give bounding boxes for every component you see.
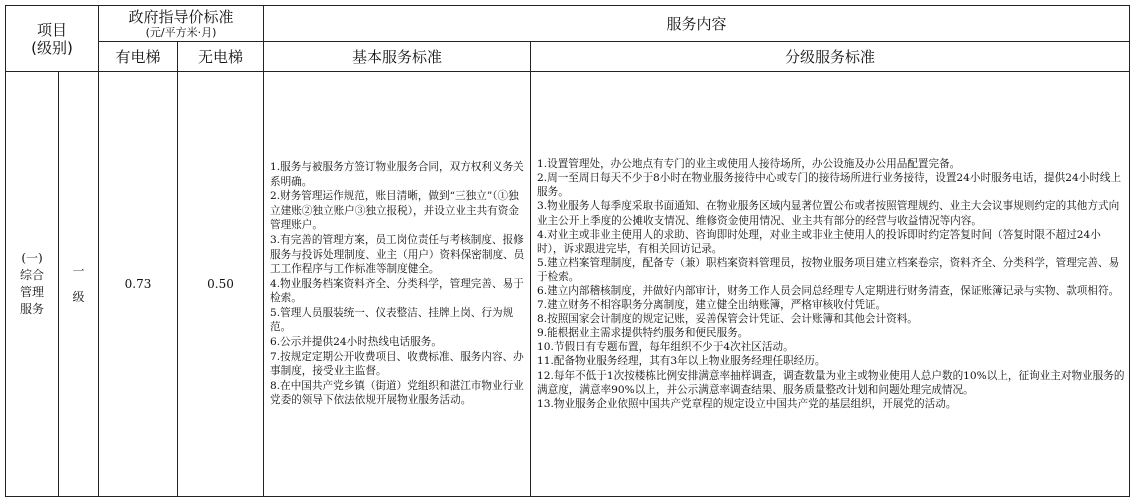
basic-item: 5.管理人员服装统一、仪表整洁、挂牌上岗、行为规范。 [270,306,514,334]
graded-item: 5.建立档案管理制度，配备专（兼）职档案资料管理员，按物业服务项目建立档案卷宗，资料齐全、分类科学，管理完善、易于检索。 [537,256,1120,283]
level-cell [59,72,99,497]
graded-item: 7.建立财务不相容职务分离制度，建立健全出纳账簿，严格审核收付凭证。 [537,299,887,312]
basic-item: 8.在中国共产党乡镇（街道）党组织和湛江市物业行业党委的领导下依法依规开展物业服务活动。 [270,379,524,407]
service-content-header: 服务内容 [264,6,1130,42]
category-char: 管理 [19,285,44,299]
item-level-header [6,6,99,72]
with-elevator-header: 有电梯 [99,42,178,72]
basic-item: 6.公示并提供24小时热线电话服务。 [270,336,442,349]
graded-item: 10.节假日有专题布置，每年组织不少于4次社区活动。 [537,341,794,354]
graded-item: 2.周一至周日每天不少于8小时在物业服务接待中心或专门的接待场所进行业务接待，设置24小时服务电话，提供24小时线上服务。 [537,172,1122,199]
basic-item: 3.有完善的管理方案，员工岗位责任与考核制度、报修服务与投诉处理制度、业主（用户）资料保密制度、员工工作程序与工作标准等制度健全。 [270,233,525,276]
graded-item: 1.设置管理处，办公地点有专门的业主或使用人接待场所，办公设施及办公用品配置完备。 [537,158,961,171]
level-char: 级 [72,290,85,304]
basic-item: 4.物业服务档案资料齐全、分类科学，管理完善、易于检索。 [270,277,524,305]
basic-standard-header: 基本服务标准 [264,42,531,72]
graded-item: 12.每年不低于1次按楼栋比例安排满意率抽样调查，调查数量为业主或物业使用人总户数的10%以上，征询业主对物业服务的满意度，满意率90%以上，并公示满意率调查结果、服务质量整改计划和问题处理完成情况。 [537,369,1125,396]
graded-item: 6.建立内部稽核制度，并做好内部审计，财务工作人员会同总经理专人定期进行财务清查，保证账簿记录与实物、款项相符。 [537,285,1120,297]
gov-price-title: 政府指导价标准 [128,8,234,26]
graded-item: 11.配备物业服务经理，其有3年以上物业服务经理任职经历。 [537,355,826,368]
item-header: 项目 [36,20,67,39]
basic-item: 1.服务与被服务方签订物业服务合同，双方权利义务关系明确。 [270,160,524,188]
gov-price-header [99,6,264,42]
graded-item: 3.物业服务人每季度采取书面通知、在物业服务区域内显著位置公布或者按照管理规约、业主大会议事规则约定的其他方式向业主公开上季度的公摊收支情况、维修资金使用情况、业主共有部分的经营与收益情况等内容。 [537,200,1120,227]
category-char: (一) [21,251,43,265]
basic-item: 2.财务管理运作规范，账目清晰，做到“三独立”（①独立建账②独立账户③独立报税），并设立业主共有资金管理账户。 [270,190,519,232]
price-unit: (元/平方米·月) [145,26,217,39]
graded-item: 4.对业主或非业主使用人的求助、咨询即时处理，对业主或非业主使用人的投诉即时约定答复时间（答复时限不超过24小时），诉求跟进完毕，有相关回访记录。 [537,228,1101,255]
graded-item: 13.物业服务企业依照中国共产党章程的规定设立中国共产党的基层组织，开展党的活动。 [537,397,957,410]
category-char: 服务 [19,302,44,316]
category-char: 综合 [19,268,44,282]
basic-item: 7.按规定定期公开收费项目、收费标准、服务内容、办事制度，接受业主监督。 [270,350,524,378]
service-standard-table [5,5,1130,497]
price-with-elevator: 0.73 [99,72,178,497]
category-cell [6,72,59,497]
graded-item: 9.能根据业主需求提供特约服务和便民服务。 [537,327,749,340]
basic-standard-list [264,72,531,497]
without-elevator-header: 无电梯 [178,42,264,72]
graded-item: 8.按照国家会计制度的规定记账，妥善保管会计凭证、会计账簿和其他会计资料。 [537,313,918,326]
level-char: 一 [72,264,85,278]
graded-standard-list [531,72,1130,497]
price-without-elevator: 0.50 [178,72,264,497]
graded-standard-header: 分级服务标准 [531,42,1130,72]
level-header: (级别) [31,38,73,57]
